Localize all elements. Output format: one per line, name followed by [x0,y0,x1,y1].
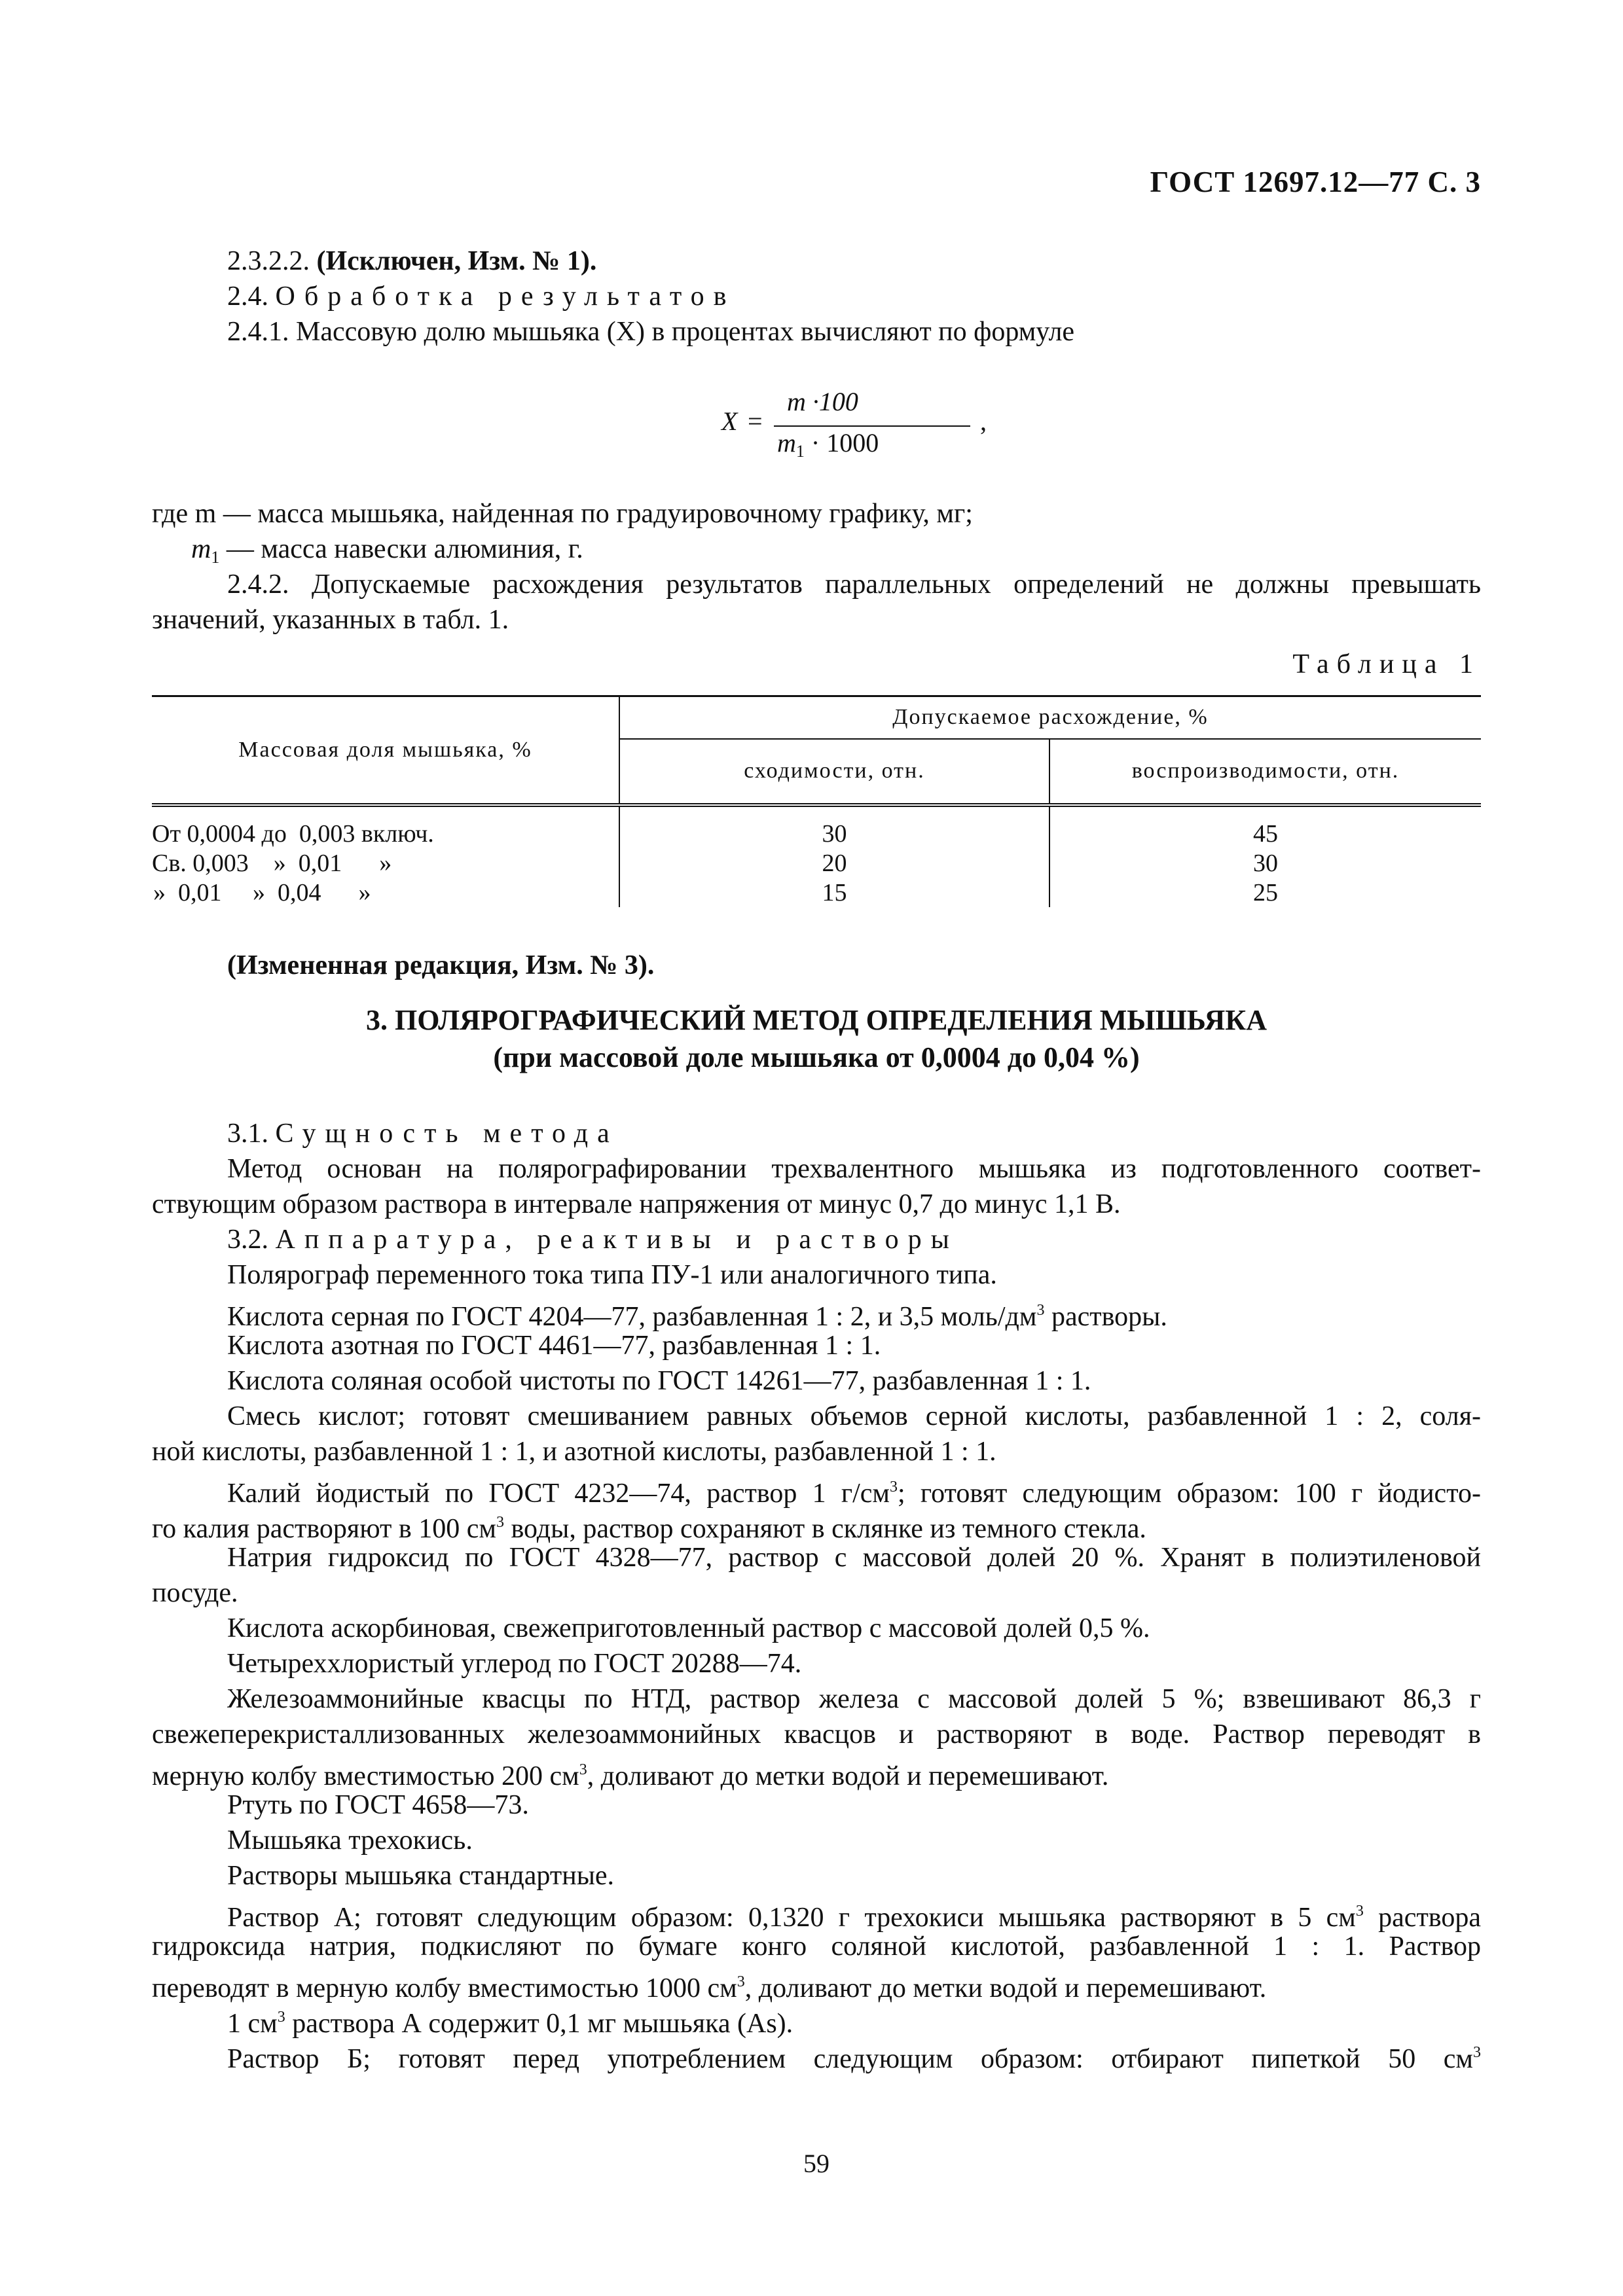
table-cell-reproducibility: 45 [1253,819,1278,848]
table-cell-reproducibility: 30 [1253,849,1278,877]
item-sodium-hydroxide-line1: Натрия гидроксид по ГОСТ 4328—77, раствор с массовой долей 20 %. Хранят в полиэтиленовой [227,1543,1481,1573]
item-iron-alum-line3: мерную колбу вместимостью 200 $см^3$, доливают до метки водой и перемешивают. [152,1761,1109,1791]
item-ascorbic-acid: Кислота аскорбиновая, свежеприготовленный раствор с массовой долей 0,5 %. [227,1613,1150,1643]
clause-number: 2.3.2.2. [227,246,310,276]
amendment-note-3: (Измененная редакция, Изм. № 3). [227,950,655,980]
item-solution-b: Раствор Б; готовят перед употреблением следующим образом: отбирают пипеткой 50 $см^3$ [227,2044,1481,2074]
clause-number: 3.2. [227,1225,268,1255]
fraction-bar [774,425,970,427]
item-potassium-iodide-line1: Калий йодистый по ГОСТ 4232—74, раствор 1 $г/см^3$; готовят следующим образом: 100 г йодисто- [227,1479,1481,1509]
item-nitric-acid: Кислота азотная по ГОСТ 4461—77, разбавленная 1 : 1. [227,1331,881,1361]
item-acid-mix-line2: ной кислоты, разбавленной 1 : 1, и азотной кислоты, разбавленной 1 : 1. [152,1437,996,1467]
clause-excluded-note: (Исключен, Изм. № 1). [316,246,597,276]
clause-title: Аппаратура, реактивы и растворы [275,1225,958,1255]
item-solution-a-line2: гидроксида натрия, подкисляют по бумаге конго соляной кислотой, разбавленной 1 : 1. Раствор [152,1931,1481,1962]
clause-2-4-1: 2.4.1. Массовую долю мышьяка (X) в процентах вычисляют по формуле [227,317,1075,347]
item-hydrochloric-acid: Кислота соляная особой чистоты по ГОСТ 14261—77, разбавленная 1 : 1. [227,1366,1091,1396]
page-number: 59 [803,2149,830,2178]
item-mercury: Ртуть по ГОСТ 4658—73. [227,1790,529,1820]
formula-trailing-comma: , [980,406,987,436]
table-header-reproducibility: воспроизводимости, отн. [1049,739,1481,805]
method-text-line2: ствующим образом раствора в интервале напряжения от минус 0,7 до минус 1,1 В. [152,1189,1121,1219]
clause-2-4-2-line1: 2.4.2. Допускаемые расхождения результатов параллельных определений не должны превышать [227,569,1481,600]
formula-lhs: X [721,406,738,436]
where-m1: $m_1$ — масса навески алюминия, г. [191,534,583,567]
item-sodium-hydroxide-line2: посуде. [152,1578,238,1608]
clause-number: 3.1. [227,1119,268,1149]
item-solution-a-line3: переводят в мерную колбу вместимостью 1000 $см^3$, доливают до метки водой и перемешивают. [152,1973,1267,2003]
item-iron-alum-line2: свежеперекристаллизованных железоаммонийных квасцов и растворяют в воде. Раствор переводят в [152,1719,1481,1749]
clause-3-2-heading [227,1222,958,1257]
table-caption: Таблица 1 [1292,649,1481,679]
method-text-line1: Метод основан на полярографировании трехвалентного мышьяка из подготовленного соответ- [227,1154,1481,1184]
item-standard-solutions: Растворы мышьяка стандартные. [227,1861,615,1891]
formula-denominator: $m_1 \cdot 1000$ [777,428,879,461]
table-cell-range: От 0,0004 до 0,003 включ. [152,805,619,848]
section-3-title: 3. ПОЛЯРОГРАФИЧЕСКИЙ МЕТОД ОПРЕДЕЛЕНИЯ МЫШЬЯКА [366,1004,1267,1036]
item-solution-a-line1: Раствор А; готовят следующим образом: 0,1320 г трехокиси мышьяка растворяют в 5 $см^3$ раствора [227,1903,1481,1933]
clause-3-1-heading [227,1116,619,1151]
table-cell-convergence: 15 [619,878,1049,907]
clause-2-3-2-2 [227,243,596,279]
clause-2-4-heading [227,279,736,314]
standard-reference-header: ГОСТ 12697.12—77 С. 3 [1150,166,1481,198]
clause-number: 2.4. [227,281,268,312]
table-cell-range: Св. 0,003 » 0,01 » [152,848,619,878]
table-1 [152,695,1481,907]
formula-numerator: m ·100 [787,387,858,416]
clause-2-4-2-line2: значений, указанных в табл. 1. [152,605,509,635]
table-header-convergence: сходимости, отн. [619,739,1049,805]
table-cell-convergence: 20 [619,848,1049,878]
item-polarograph: Полярограф переменного тока типа ПУ-1 или аналогичного типа. [227,1260,997,1290]
table-header-mass-fraction: Массовая доля мышьяка, % [152,696,619,806]
item-acid-mix-line1: Смесь кислот; готовят смешиванием равных объемов серной кислоты, разбавленной 1 : 2, соля- [227,1401,1481,1431]
item-potassium-iodide-line2: го калия растворяют в 100 $см^3$ воды, раствор сохраняют в склянке из темного стекла. [152,1514,1146,1544]
table-cell-range: » 0,01 » 0,04 » [152,878,619,907]
table-header-tolerance: Допускаемое расхождение, % [619,696,1481,739]
table-cell-reproducibility: 25 [1253,878,1278,906]
item-sulfuric-acid: Кислота серная по ГОСТ 4204—77, разбавленная 1 : 2, и 3,5 моль/$дм^3$ растворы. [227,1302,1167,1332]
where-m: где m — масса мышьяка, найденная по градуировочному графику, мг; [152,499,973,529]
table-row [152,805,1481,848]
table-row [152,878,1481,907]
item-iron-alum-line1: Железоаммонийные квасцы по НТД, раствор железа с массовой долей 5 %; взвешивают 86,3 г [227,1684,1481,1714]
formula-equals: = [748,406,763,436]
table-cell-convergence: 30 [619,805,1049,848]
clause-title: Сущность метода [275,1119,619,1149]
item-carbon-tetrachloride: Четыреххлористый углерод по ГОСТ 20288—74. [227,1649,802,1679]
clause-title: Обработка результатов [275,281,736,312]
item-solution-a-content: 1 $см^3$ раствора А содержит 0,1 мг мышьяка (As). [227,2009,793,2039]
section-3-subtitle: (при массовой доле мышьяка от 0,0004 до 0,04 %) [493,1041,1140,1073]
item-arsenic-trioxide: Мышьяка трехокись. [227,1825,473,1856]
table-row [152,848,1481,878]
